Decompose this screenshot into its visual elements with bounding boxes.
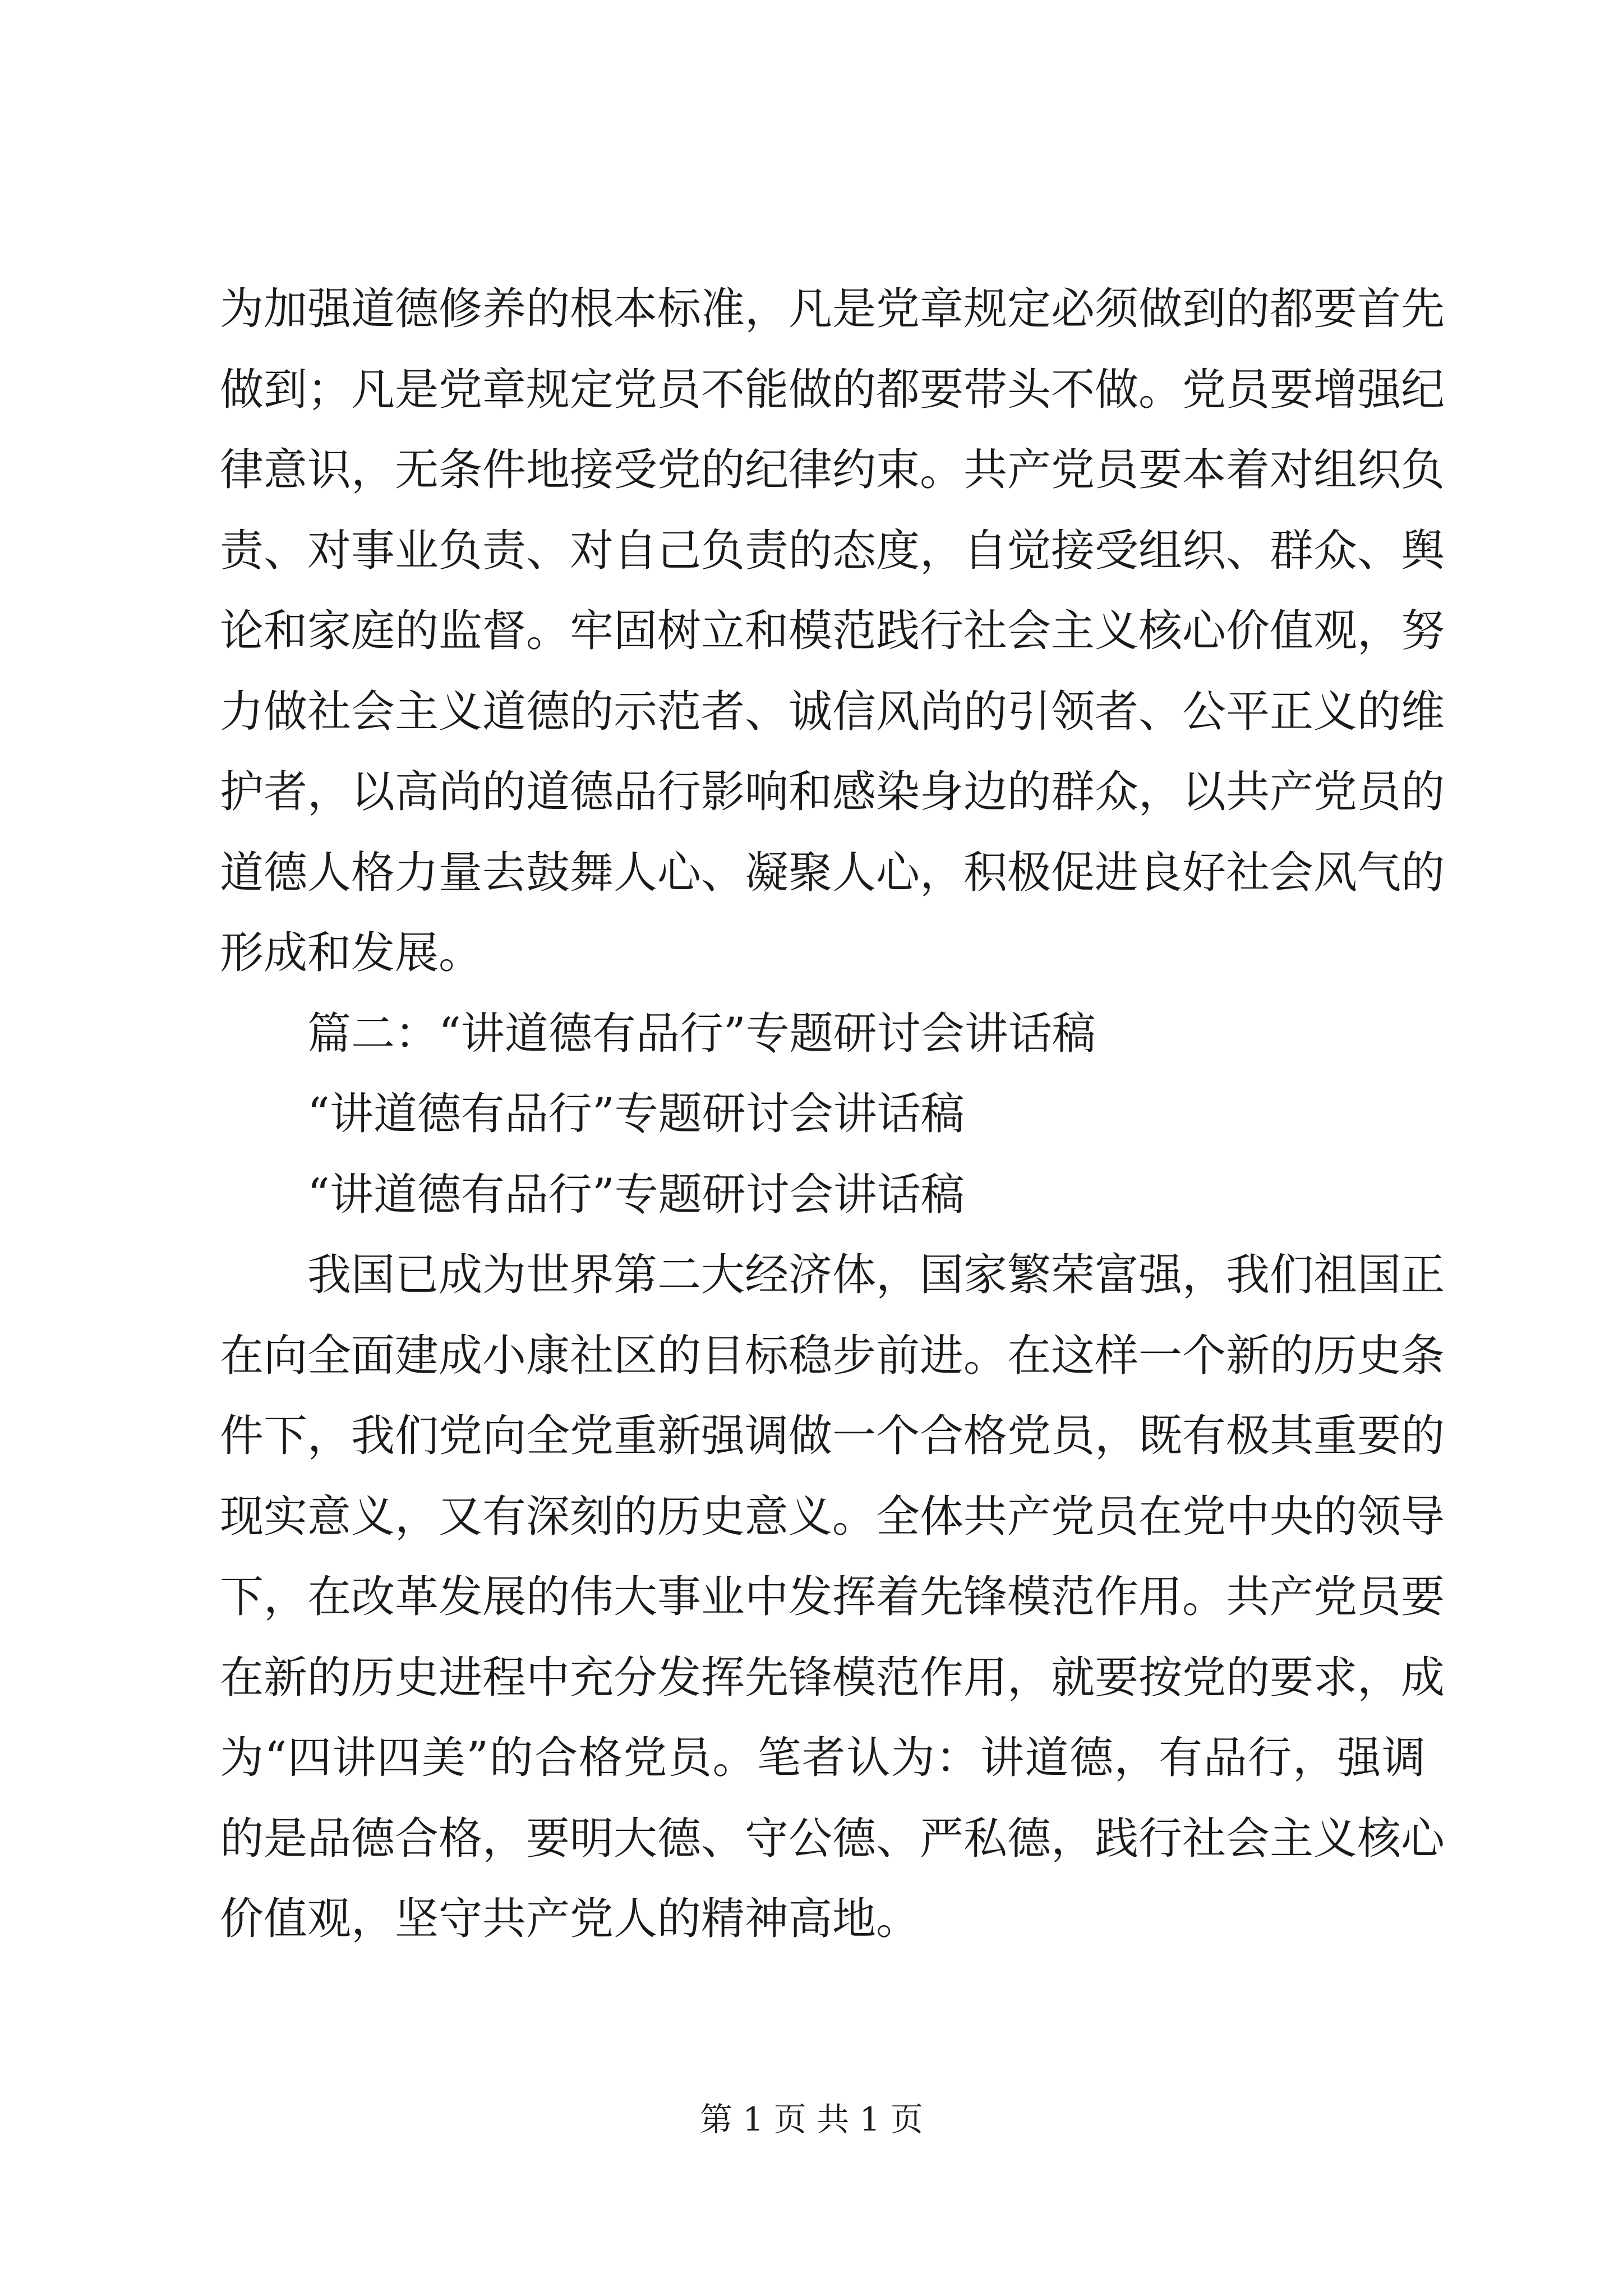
text-line: 现实意义，又有深刻的历史意义。全体共产党员在党中央的领导 bbox=[220, 1491, 1445, 1542]
text-line: 为“四讲四美”的合格党员。笔者认为：讲道德，有品行，强调 bbox=[220, 1733, 1426, 1783]
text-line: 在向全面建成小康社区的目标稳步前进。在这样一个新的历史条 bbox=[220, 1330, 1445, 1381]
text-line: 为加强道德修养的根本标准，凡是党章规定必须做到的都要首先 bbox=[220, 284, 1445, 334]
text-line: 我国已成为世界第二大经济体，国家繁荣富强，我们祖国正 bbox=[307, 1250, 1445, 1300]
document-body bbox=[220, 269, 1445, 1960]
text-line: 力做社会主义道德的示范者、诚信风尚的引领者、公平正义的维 bbox=[220, 686, 1445, 737]
page-number: 第 1 页 共 1 页 bbox=[700, 2100, 923, 2138]
text-line: 责、对事业负责、对自己负责的态度，自觉接受组织、群众、舆 bbox=[220, 525, 1445, 576]
text-line: 论和家庭的监督。牢固树立和模范践行社会主义核心价值观，努 bbox=[220, 606, 1445, 656]
page-footer bbox=[0, 2097, 1623, 2142]
subheading: “讲道德有品行”专题研讨会讲话稿 bbox=[307, 1169, 965, 1220]
text-line: 形成和发展。 bbox=[220, 928, 483, 978]
text-line: 的是品德合格，要明大德、守公德、严私德，践行社会主义核心 bbox=[220, 1813, 1445, 1864]
text-line: 护者，以高尚的道德品行影响和感染身边的群众，以共产党员的 bbox=[220, 767, 1445, 817]
text-line: 下，在改革发展的伟大事业中发挥着先锋模范作用。共产党员要 bbox=[220, 1572, 1445, 1622]
section-heading: 篇二：“讲道德有品行”专题研讨会讲话稿 bbox=[307, 1008, 1096, 1059]
text-line: 做到；凡是党章规定党员不能做的都要带头不做。党员要增强纪 bbox=[220, 364, 1445, 415]
text-line: 件下，我们党向全党重新强调做一个合格党员，既有极其重要的 bbox=[220, 1411, 1445, 1461]
text-line: 价值观，坚守共产党人的精神高地。 bbox=[220, 1894, 920, 1944]
subheading: “讲道德有品行”专题研讨会讲话稿 bbox=[307, 1089, 965, 1139]
text-line: 在新的历史进程中充分发挥先锋模范作用，就要按党的要求，成 bbox=[220, 1652, 1445, 1703]
text-line: 律意识，无条件地接受党的纪律约束。共产党员要本着对组织负 bbox=[220, 445, 1445, 495]
text-line: 道德人格力量去鼓舞人心、凝聚人心，积极促进良好社会风气的 bbox=[220, 847, 1445, 898]
